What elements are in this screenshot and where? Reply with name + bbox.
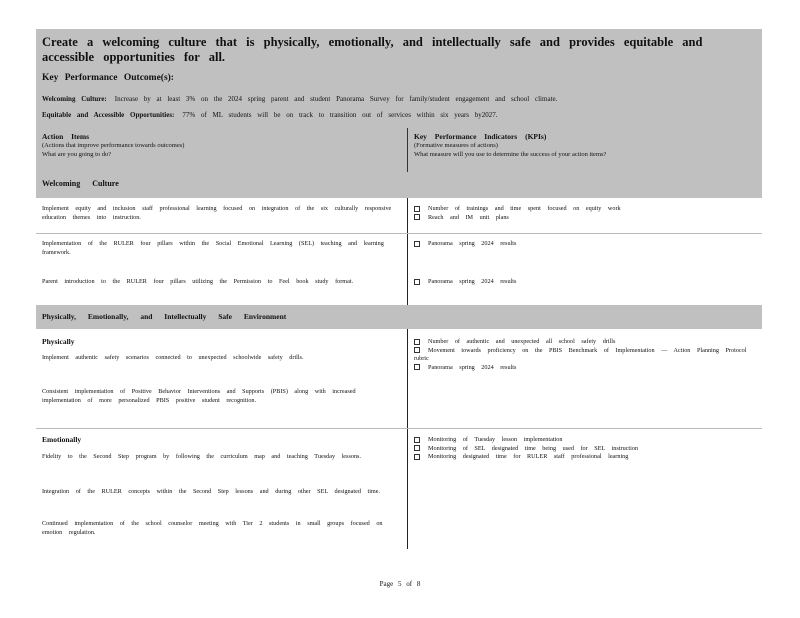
column-headers — [36, 128, 762, 172]
welcoming-culture-title: Welcoming Culture — [42, 179, 119, 188]
safe-environment-header — [36, 305, 762, 329]
kpi-text: Monitoring of Tuesday lesson implementation — [428, 436, 563, 443]
column-divider — [407, 198, 408, 305]
kpi-subtitle: (Formative measures of actions) — [414, 142, 498, 149]
action-items-subtitle: (Actions that improve performance towards outcomes) — [42, 142, 185, 149]
goal-header — [36, 29, 762, 129]
kpi-question: What measure will you use to determine the success of your action items? — [414, 151, 607, 158]
kpi-title: Key Performance Indicators (KPIs) — [414, 132, 547, 141]
safe-environment-title: Physically, Emotionally, and Intellectually Safe Environment — [42, 312, 287, 321]
goal-statement: Create a welcoming culture that is physically, emotionally, and intellectually safe and provides equitable and accessible opportunities for all. — [42, 35, 703, 64]
kpi-text: Panorama spring 2024 results — [428, 278, 517, 285]
column-divider — [407, 128, 408, 172]
welcoming-kpi-3 — [414, 278, 516, 287]
checkbox-icon — [414, 445, 420, 451]
action-items-title: Action Items — [42, 132, 90, 141]
kpi-item — [414, 347, 754, 364]
checkbox-icon — [414, 279, 420, 285]
emotionally-title: Emotionally — [42, 435, 82, 444]
outcome-text: Increase by at least 3% on the 2024 spring parent and student Panorama Survey for family/student engagement and school climate. — [114, 95, 558, 103]
welcoming-action-3: Parent introduction to the RULER four pillars utilizing the Permission to Feel book study format. — [42, 278, 354, 285]
emotionally-kpis — [414, 436, 754, 462]
kpi-text: Monitoring designated time for RULER staff professional learning — [428, 453, 629, 460]
outcome-equitable — [42, 111, 498, 119]
checkbox-icon — [414, 364, 420, 370]
welcoming-action-2: Implementation of the RULER four pillars within the Social Emotional Learning (SEL) teaching and learning framework. — [42, 240, 384, 256]
checkbox-icon — [414, 214, 420, 220]
outcome-text: 77% of ML students will be on track to transition out of services within six years by2027. — [182, 111, 498, 119]
kpi-text: Reach and IM unit plans — [428, 213, 509, 221]
kpi-item — [414, 240, 516, 249]
outcome-label: Equitable and Accessible Opportunities: — [42, 111, 175, 119]
checkbox-icon — [414, 339, 420, 345]
checkbox-icon — [414, 206, 420, 212]
action-items-header — [42, 132, 402, 159]
kpi-text: Number of trainings and time spent focused on equity work — [428, 205, 621, 212]
key-performance-outcomes-label: Key Performance Outcome(s): — [42, 73, 174, 83]
checkbox-icon — [414, 437, 420, 443]
kpi-text: Monitoring of SEL designated time being used for SEL instruction — [428, 444, 639, 452]
kpi-item — [414, 278, 516, 287]
welcoming-kpi-1 — [414, 205, 754, 222]
outcome-label: Welcoming Culture: — [42, 95, 107, 103]
checkbox-icon — [414, 241, 420, 247]
kpi-item — [414, 445, 754, 454]
emotionally-action-2: Integration of the RULER concepts within the Second Step lessons and during other SEL designated time. — [42, 488, 381, 495]
kpi-item — [414, 436, 754, 445]
checkbox-icon — [414, 454, 420, 460]
physically-action-1: Implement authentic safety scenarios connected to unexpected schoolwide safety drills. — [42, 354, 304, 361]
physically-title: Physically — [42, 337, 75, 346]
action-items-question: What are you going to do? — [42, 151, 112, 158]
welcoming-culture-header — [36, 172, 762, 198]
row-divider — [36, 428, 762, 429]
emotionally-action-3: Continued implementation of the school counselor meeting with Tier 2 students in small groups focused on emotion regulation. — [42, 520, 383, 536]
kpi-text: Panorama spring 2024 results — [428, 240, 517, 247]
kpi-item — [414, 338, 754, 347]
physically-action-2: Consistent implementation of Positive Behavior Interventions and Supports (PBIS) along with increased implementation of more personalized PBIS positive student recognition. — [42, 388, 356, 404]
row-divider — [36, 233, 762, 234]
welcoming-kpi-2 — [414, 240, 516, 249]
kpi-text: Movement towards proficiency on the PBIS Benchmark of Implementation — Action Planning Protocol rubric — [414, 346, 747, 362]
welcoming-action-1: Implement equity and inclusion staff professional learning focused on integration of the six culturally responsive education themes into instruction. — [42, 205, 392, 221]
kpi-header — [414, 132, 754, 159]
kpi-item — [414, 364, 754, 373]
checkbox-icon — [414, 347, 420, 353]
kpi-text: Panorama spring 2024 results — [428, 363, 517, 371]
page-number: Page 5 of 8 — [379, 580, 421, 588]
emotionally-action-1: Fidelity to the Second Step program by following the curriculum map and teaching Tuesday lessons. — [42, 453, 362, 460]
outcome-welcoming — [42, 95, 557, 103]
kpi-text: Number of authentic and unexpected all school safety drills — [428, 338, 616, 345]
kpi-item — [414, 214, 754, 223]
column-divider — [407, 329, 408, 549]
kpi-item — [414, 453, 754, 462]
physically-kpis — [414, 338, 754, 372]
kpi-item — [414, 205, 754, 214]
